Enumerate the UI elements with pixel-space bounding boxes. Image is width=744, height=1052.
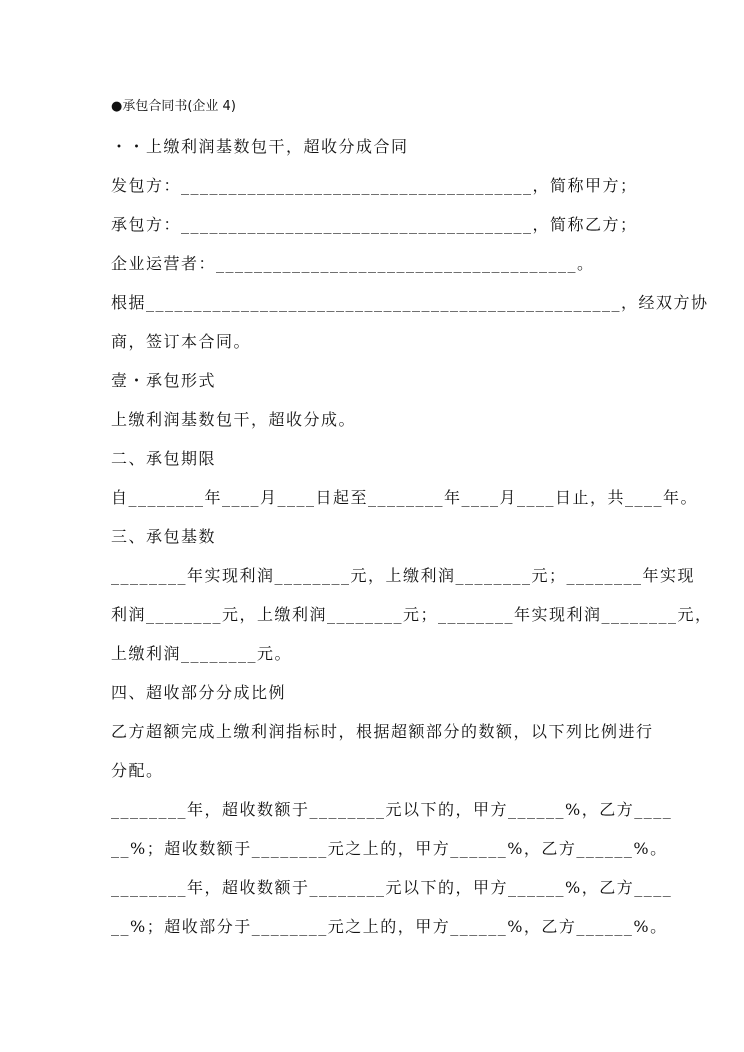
issuer-line: 发包方：_____________________________________，简称甲方； xyxy=(111,176,638,195)
section-1-body: 上缴利润基数包干，超收分成。 xyxy=(111,410,357,429)
section-2-heading: 二、承包期限 xyxy=(111,449,217,468)
section-4-body-cont: 分配。 xyxy=(111,761,164,780)
basis-line: 根据__________________________________________________，经双方协 xyxy=(111,293,709,312)
section-3-heading: 三、承包基数 xyxy=(111,527,217,546)
document-title: ●承包合同书(企业 4) xyxy=(111,99,236,114)
section-1-heading: 壹・承包形式 xyxy=(111,371,217,390)
ratio-line-1: ________年，超收数额于________元以下的，甲方______%，乙方____ xyxy=(111,800,673,819)
operator-line: 企业运营者：______________________________________。 xyxy=(111,254,595,273)
contract-heading: ・・上缴利润基数包干，超收分成合同 xyxy=(111,137,409,156)
base-line-2: 利润________元，上缴利润________元；________年实现利润________元， xyxy=(111,605,713,624)
ratio-line-2: __%；超收数额于________元之上的，甲方______%，乙方______%。 xyxy=(111,839,668,858)
base-line-3: 上缴利润________元。 xyxy=(111,644,293,663)
base-line-1: ________年实现利润________元，上缴利润________元；________年实现 xyxy=(111,566,696,585)
term-line: 自________年____月____日起至________年____月____日止，共____年。 xyxy=(111,488,699,507)
contract-document xyxy=(111,96,713,955)
ratio-line-4: __%；超收部分于________元之上的，甲方______%，乙方______%。 xyxy=(111,917,668,936)
section-4-body: 乙方超额完成上缴利润指标时，根据超额部分的数额，以下列比例进行 xyxy=(111,722,654,741)
basis-line-cont: 商，签订本合同。 xyxy=(111,332,252,351)
contractor-line: 承包方：_____________________________________，简称乙方； xyxy=(111,215,638,234)
ratio-line-3: ________年，超收数额于________元以下的，甲方______%，乙方____ xyxy=(111,878,673,897)
section-4-heading: 四、超收部分分成比例 xyxy=(111,683,287,702)
